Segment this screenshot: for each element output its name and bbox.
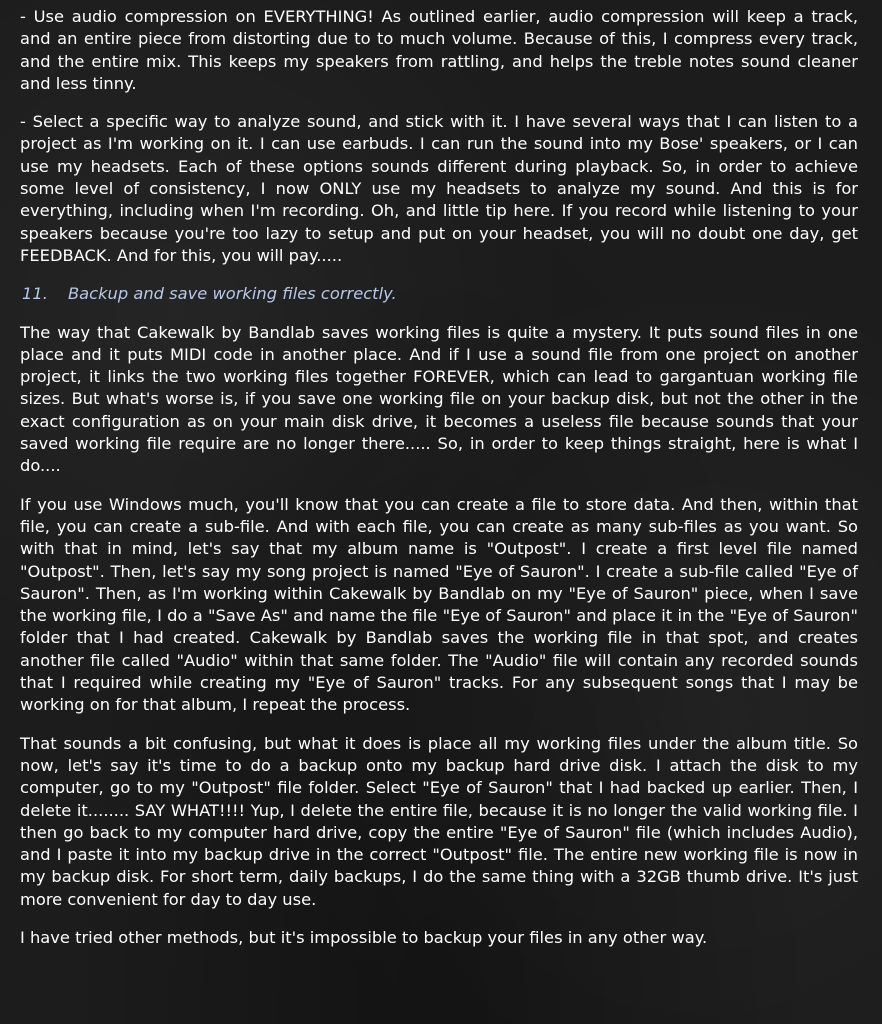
paragraph-cakewalk-saving: The way that Cakewalk by Bandlab saves working files is quite a mystery. It puts sound files in one place and it puts MIDI code in another place. And if I use a sound file from one project on another project, it links the two working files together FOREVER, which can lead to gargantuan working file sizes. But what's worse is, if you save one working file on your backup disk, but not the other in the exact configuration as on your main disk drive, it becomes a useless file because sounds that your saved working file require are no longer there..... So, in order to keep things straight, here is what I do....	[20, 322, 858, 476]
paragraph-compression-tip: - Use audio compression on EVERYTHING! As outlined earlier, audio compression will keep a track, and an entire piece from distorting due to to much volume. Because of this, I compress every track, and the entire mix. This keeps my speakers from rattling, and helps the treble notes sound cleaner and less tinny.	[20, 7, 858, 93]
section-number: 11.	[22, 284, 48, 304]
article-body	[20, 6, 858, 965]
paragraph-conclusion: I have tried other methods, but it's impossible to backup your files in any other way.	[20, 927, 708, 947]
paragraph-windows-folders: If you use Windows much, you'll know that you can create a file to store data. And then, within that file, you can create a sub-file. And with each file, you can create as many sub-files as you want. So with that in mind, let's say that my album name is "Outpost". I create a first level file named "Outpost". Then, let's say my song project is named "Eye of Sauron". I create a sub-file called "Eye of Sauron". Then, as I'm working within Cakewalk by Bandlab on my "Eye of Sauron" piece, when I save the working file, I do a "Save As" and name the file "Eye of Sauron" and place it in the "Eye of Sauron" folder that I had created. Cakewalk by Bandlab saves the working file in that spot, and creates another file called "Audio" within that same folder. The "Audio" file will contain any recorded sounds that I required while creating my "Eye of Sauron" tracks. For any subsequent songs that I may be working on for that album, I repeat the process.	[20, 494, 858, 715]
section-heading	[22, 283, 858, 305]
paragraph-backup-process: That sounds a bit confusing, but what it does is place all my working files under the album title. So now, let's say it's time to do a backup onto my backup hard drive disk. I attach the disk to my computer, go to my "Outpost" file folder. Select "Eye of Sauron" that I had backed up earlier. Then, I delete it........ SAY WHAT!!!! Yup, I delete the entire file, because it is no longer the valid working file. I then go back to my computer hard drive, copy the entire "Eye of Sauron" file (which includes Audio), and I paste it into my backup drive in the correct "Outpost" file. The entire new working file is now in my backup disk. For short term, daily backups, I do the same thing with a 32GB thumb drive. It's just more convenient for day to day use.	[20, 733, 858, 909]
paragraph-analyze-sound-tip: - Select a specific way to analyze sound, and stick with it. I have several ways that I can listen to a project as I'm working on it. I can use earbuds. I can run the sound into my Bose' speakers, or I can use my headsets. Each of these options sounds different during playback. So, in order to achieve some level of consistency, I now ONLY use my headsets to analyze my sound. And this is for everything, including when I'm recording. Oh, and little tip here. If you record while listening to your speakers because you're too lazy to setup and put on your headset, you will no doubt one day, get FEEDBACK. And for this, you will pay.....	[20, 112, 858, 265]
section-title: Backup and save working files correctly.	[68, 284, 397, 304]
